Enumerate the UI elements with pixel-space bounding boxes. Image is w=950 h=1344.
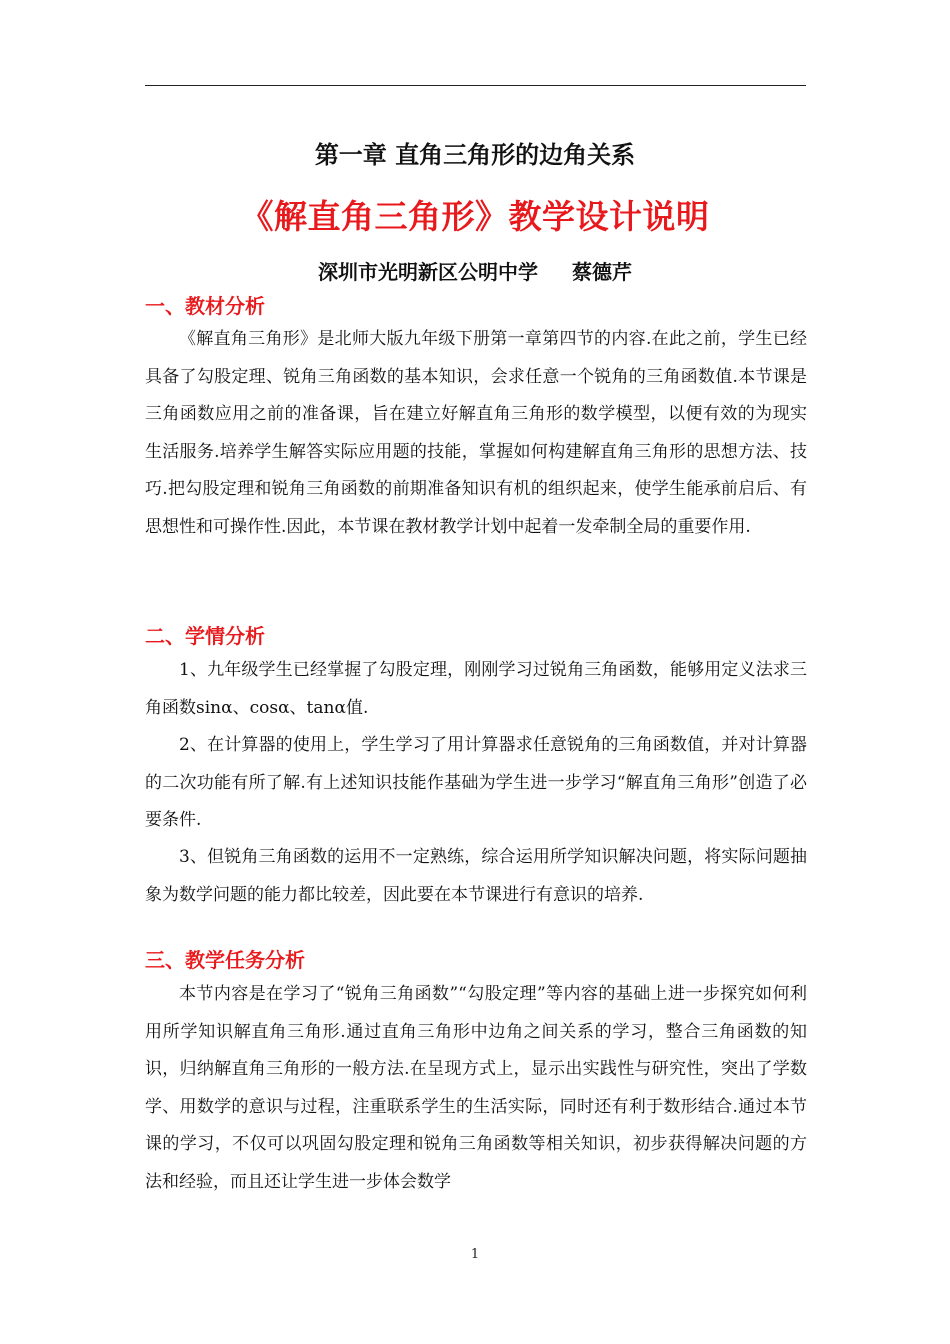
section-paragraph: 2、在计算器的使用上，学生学习了用计算器求任意锐角的三角函数值，并对计算器的二次功能有所了解.有上述知识技能作基础为学生进一步学习“解直角三角形”创造了必要条件. bbox=[145, 735, 807, 830]
section-paragraph: 1、九年级学生已经掌握了勾股定理，刚刚学习过锐角三角函数，能够用定义法求三角函数sinα、cosα、tanα值. bbox=[145, 660, 807, 718]
chapter-title: 第一章 直角三角形的边角关系 bbox=[314, 141, 636, 169]
section-paragraph: 3、但锐角三角函数的运用不一定熟练，综合运用所学知识解决问题，将实际问题抽象为数学问题的能力都比较差，因此要在本节课进行有意识的培养. bbox=[145, 847, 807, 905]
section-heading-textbook-analysis: 一、教材分析 bbox=[145, 294, 265, 318]
document-title: 《解直角三角形》教学设计说明 bbox=[240, 197, 710, 236]
header-rule bbox=[145, 85, 806, 86]
author-name: 蔡德芹 bbox=[572, 260, 632, 284]
section-heading-student-analysis: 二、学情分析 bbox=[145, 624, 265, 648]
section-paragraph: 本节内容是在学习了“锐角三角函数”“勾股定理”等内容的基础上进一步探究如何利用所学知识解直角三角形.通过直角三角形中边角之间关系的学习，整合三角函数的知识，归纳解直角三角形的一般方法.在呈现方式上，显示出实践性与研究性，突出了学数学、用数学的意识与过程，注重联系学生的生活实际，同时还有利于数形结合.通过本节课的学习，不仅可以巩固勾股定理和锐角三角函数等相关知识，初步获得解决问题的方法和经验，而且还让学生进一步体会数学 bbox=[145, 984, 807, 1192]
section-heading-task-analysis: 三、教学任务分析 bbox=[145, 948, 305, 972]
section-paragraph: 《解直角三角形》是北师大版九年级下册第一章第四节的内容.在此之前，学生已经具备了勾股定理、锐角三角函数的基本知识，会求任意一个锐角的三角函数值.本节课是三角函数应用之前的准备课，旨在建立好解直角三角形的数学模型，以便有效的为现实生活服务.培养学生解答实际应用题的技能，掌握如何构建解直角三角形的思想方法、技巧.把勾股定理和锐角三角函数的前期准备知识有机的组织起来，使学生能承前启后、有思想性和可操作性.因此，本节课在教材教学计划中起着一发牵制全局的重要作用. bbox=[145, 329, 807, 537]
author-line bbox=[0, 256, 950, 285]
author-school: 深圳市光明新区公明中学 bbox=[318, 260, 538, 284]
page-number: 1 bbox=[470, 1247, 480, 1262]
